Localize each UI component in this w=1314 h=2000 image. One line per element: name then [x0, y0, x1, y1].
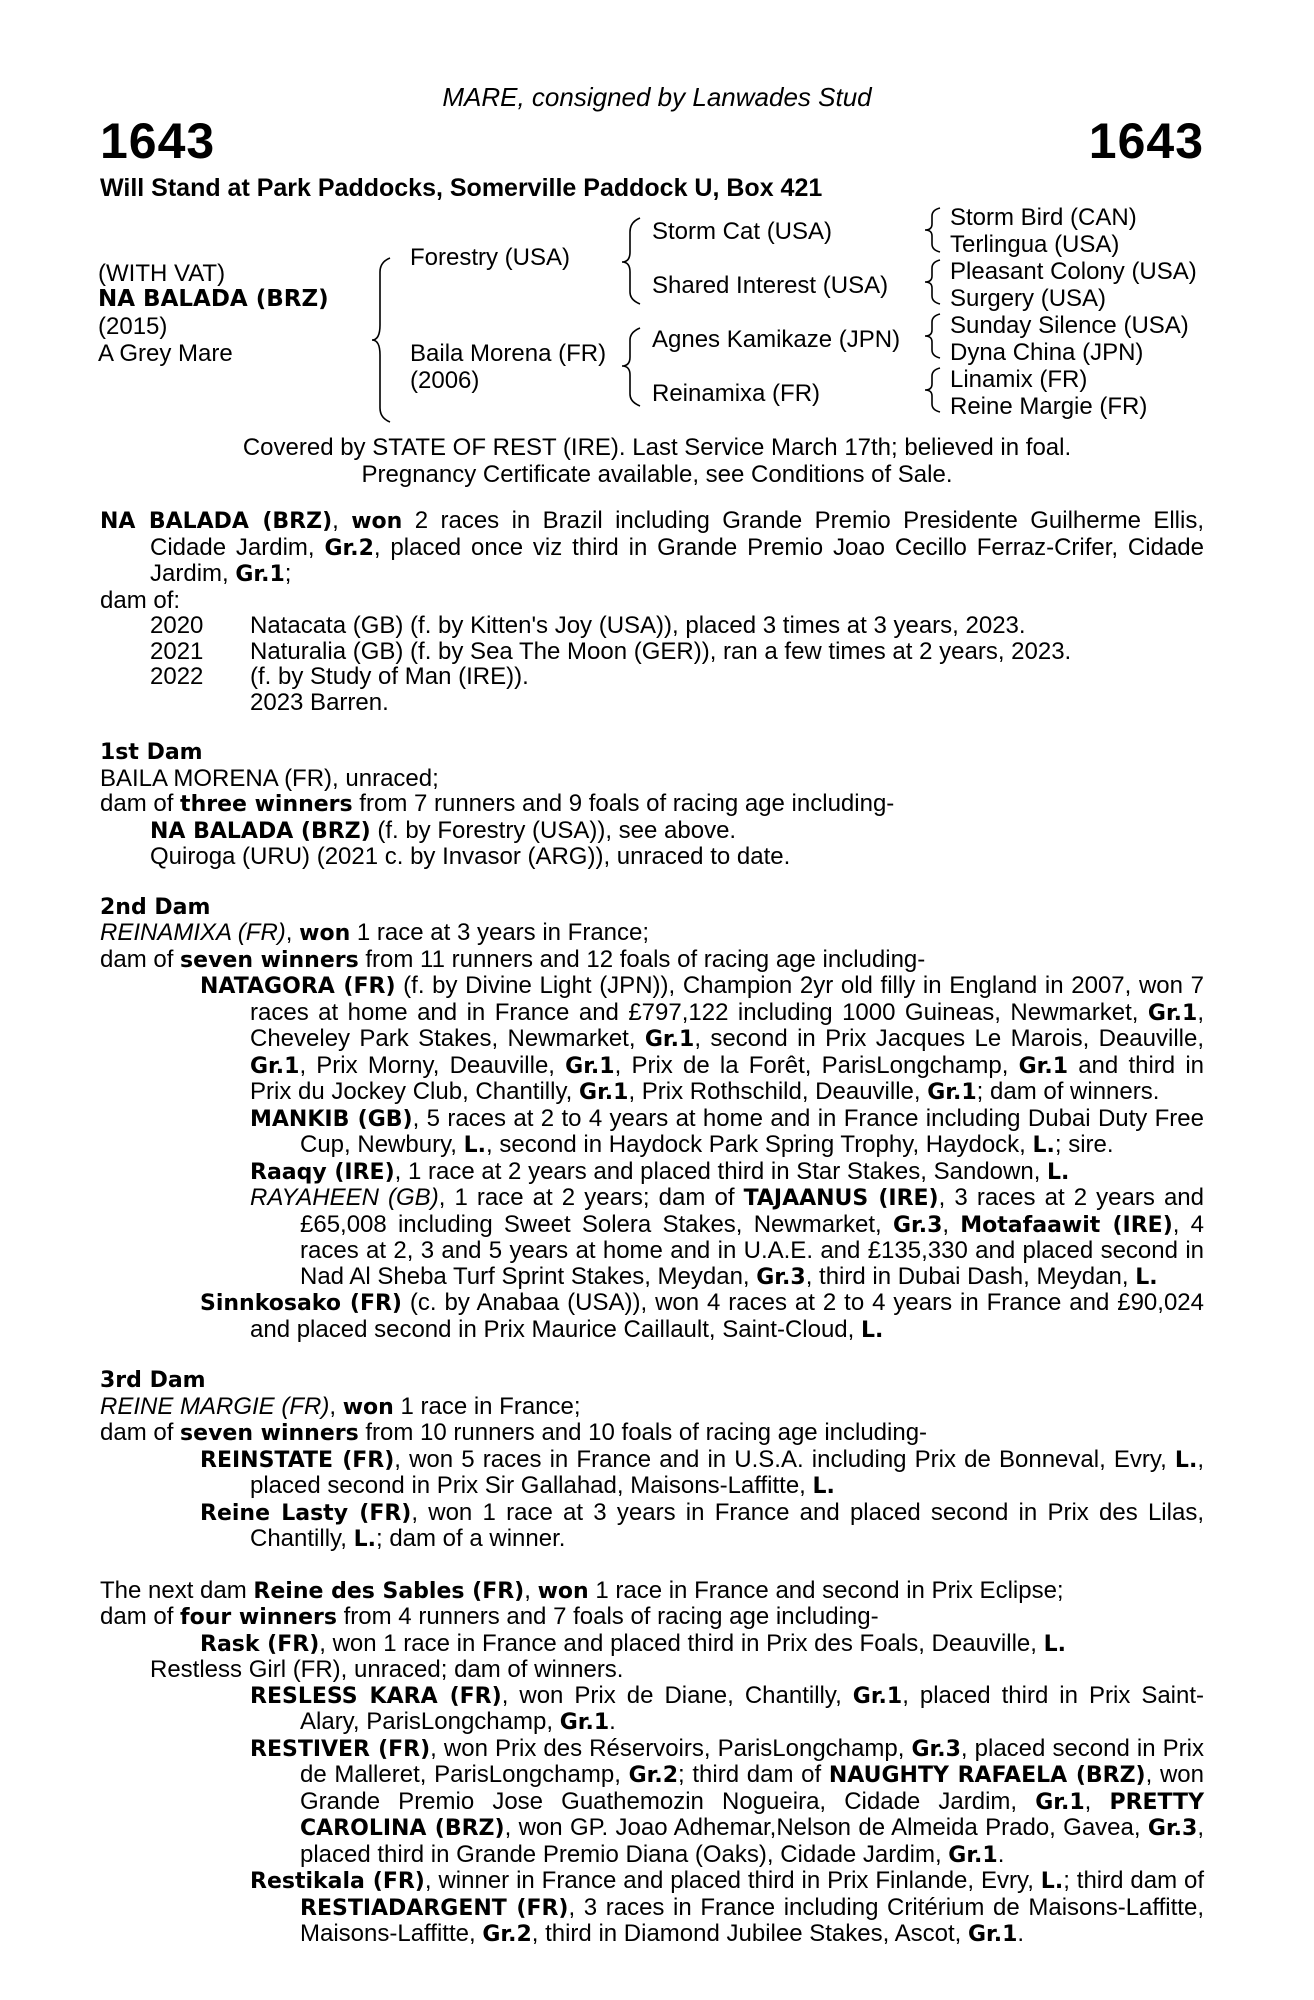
g3-8: Reine Margie (FR): [950, 393, 1148, 420]
dam: Baila Morena (FR): [410, 340, 607, 367]
covering-note: [0, 434, 1314, 488]
first-dam-heading: 1st Dam: [100, 740, 203, 765]
reine-lasty-entry: Reine Lasty (FR), won 1 race at 3 years in France and placed second in Prix des Lilas, Chantilly, L.; dam of a winner.: [200, 1498, 1204, 1552]
produce-2020: 2020 Natacata (GB) (f. by Kitten's Joy (USA)), placed 3 times at 3 years, 2023.: [150, 612, 1026, 639]
raaqy-entry: Raaqy (IRE), 1 race at 2 years and placed third in Star Stakes, Sandown, L.: [250, 1157, 1070, 1185]
mankib-entry: MANKIB (GB), 5 races at 2 to 4 years at home and in France including Dubai Duty Free Cup, Newbury, L., second in Haydock Park Spring Trophy, Haydock, L.; sire.: [250, 1104, 1204, 1158]
g3-6: Dyna China (JPN): [950, 339, 1144, 366]
sire: Forestry (USA): [410, 244, 571, 271]
restikala-entry: Restikala (FR), winner in France and placed third in Prix Finlande, Evry, L.; third dam of RESTIADARGENT (FR), 3 races in France including Critérium de Maisons-Laffitte, Maisons-Laffitte, Gr.2, third in Diamond Jubilee Stakes, Ascot, Gr.1.: [250, 1867, 1204, 1947]
restiver-entry: RESTIVER (FR), won Prix des Réservoirs, ParisLongchamp, Gr.3, placed second in Prix de Malleret, ParisLongchamp, Gr.2; third dam of NAUGHTY RAFAELA (BRZ), won Grande Premio Jose Guathemozin Nogueira, Cidade Jardim, Gr.1, PRETTY CAROLINA (BRZ), won GP. Joao Adhemar,Nelson de Almeida Prado, Gavea, Gr.3, placed third in Grande Premio Diana (Oaks), Cidade Jardim, Gr.1.: [250, 1734, 1204, 1868]
second-dam-name: REINAMIXA (FR), won 1 race at 3 years in France;: [100, 919, 650, 946]
catalogue-body: [100, 508, 1204, 1948]
horse-description: A Grey Mare: [98, 340, 233, 367]
g3-2: Terlingua (USA): [950, 231, 1120, 258]
vat-note: (WITH VAT): [98, 260, 226, 287]
horse-name: NA BALADA (BRZ): [98, 286, 329, 312]
g3-1: Storm Bird (CAN): [950, 204, 1137, 231]
first-dam-produce-2: Quiroga (URU) (2021 c. by Invasor (ARG)), unraced to date.: [150, 843, 791, 870]
covering-line-1: Covered by STATE OF REST (IRE). Last Service March 17th; believed in foal.: [242, 434, 1072, 461]
second-dam-heading: 2nd Dam: [100, 894, 211, 920]
natagora-entry: NATAGORA (FR) (f. by Divine Light (JPN)), Champion 2yr old filly in England in 2007, won 7 races at home and in France and £797,122 including 1000 Guineas, Newmarket, Gr.1, Cheveley Park Stakes, Newmarket, Gr.1, second in Prix Jacques Le Marois, Deauville, Gr.1, Prix Morny, Deauville, Gr.1, Prix de la Forêt, ParisLongchamp, Gr.1 and third in Prix du Jockey Club, Chantilly, Gr.1, Prix Rothschild, Deauville, Gr.1; dam of winners.: [200, 972, 1204, 1105]
next-dam-record: dam of four winners from 4 runners and 7 foals of racing age including-: [100, 1603, 879, 1630]
g3-3: Pleasant Colony (USA): [950, 258, 1197, 285]
lot-number-left: 1643: [100, 113, 216, 169]
reinstate-entry: REINSTATE (FR), won 5 races in France and in U.S.A. including Prix de Bonneval, Evry, L., placed second in Prix Sir Gallahad, Maisons-Laffitte, L.: [200, 1445, 1204, 1499]
pedigree-table: [0, 200, 1314, 430]
stabling-line: Will Stand at Park Paddocks, Somerville Paddock U, Box 421: [100, 174, 823, 202]
horse-year: (2015): [98, 313, 168, 340]
dam-dam: Reinamixa (FR): [652, 380, 821, 407]
produce-2021: 2021 Naturalia (GB) (f. by Sea The Moon (GER)), ran a few times at 2 years, 2023.: [150, 637, 1072, 665]
g3-4: Surgery (USA): [950, 285, 1107, 312]
sire-dam: Shared Interest (USA): [652, 272, 889, 299]
sire-sire: Storm Cat (USA): [652, 218, 833, 245]
produce-2023: 2023 Barren.: [250, 688, 389, 716]
first-dam-produce-1: NA BALADA (BRZ) (f. by Forestry (USA)), see above.: [150, 816, 737, 844]
dam-sire: Agnes Kamikaze (JPN): [652, 326, 901, 353]
produce-2022: 2022 (f. by Study of Man (IRE)).: [150, 663, 529, 690]
third-dam-name: REINE MARGIE (FR), won 1 race in France;: [100, 1392, 581, 1420]
covering-line-2: Pregnancy Certificate available, see Conditions of Sale.: [361, 461, 953, 488]
resless-kara-entry: RESLESS KARA (FR), won Prix de Diane, Chantilly, Gr.1, placed third in Prix Saint-Alary, ParisLongchamp, Gr.1.: [250, 1681, 1205, 1735]
next-dam-name: The next dam Reine des Sables (FR), won 1 race in France and second in Prix Eclipse;: [100, 1576, 1064, 1604]
sinnkosako-entry: Sinnkosako (FR) (c. by Anabaa (USA)), won 4 races at 2 to 4 years in France and £90,024 and placed second in Prix Maurice Caillault, Saint-Cloud, L.: [200, 1289, 1204, 1343]
third-dam-heading: 3rd Dam: [100, 1368, 206, 1393]
dam-year: (2006): [410, 367, 480, 394]
rayaheen-entry: RAYAHEEN (GB), 1 race at 2 years; dam of TAJAANUS (IRE), 3 races at 2 years and £65,008 including Sweet Solera Stakes, Newmarket, Gr.3, Motafaawit (IRE), 4 races at 2, 3 and 5 years at home and in U.A.E. and £135,330 and placed second in Nad Al Sheba Turf Sprint Stakes, Meydan, Gr.3, third in Dubai Dash, Meydan, L.: [250, 1184, 1205, 1290]
g3-5: Sunday Silence (USA): [950, 312, 1189, 339]
third-dam-record: dam of seven winners from 10 runners and 10 foals of racing age including-: [100, 1419, 928, 1446]
g3-7: Linamix (FR): [950, 366, 1088, 393]
consignor-line: MARE, consigned by Lanwades Stud: [442, 82, 872, 112]
second-dam-record: dam of seven winners from 11 runners and 12 foals of racing age including-: [100, 945, 926, 973]
horse-summary: NA BALADA (BRZ), won 2 races in Brazil including Grande Premio Presidente Guilherme Ellis, Cidade Jardim, Gr.2, placed once viz third in Grande Premio Joao Cecillo Ferraz-Crifer, Cidade Jardim, Gr.1;: [100, 507, 1205, 587]
rask-entry: Rask (FR), won 1 race in France and placed third in Prix des Foals, Deauville, L.: [200, 1629, 1066, 1657]
first-dam-record: dam of three winners from 7 runners and 9 foals of racing age including-: [100, 790, 895, 817]
first-dam-name: BAILA MORENA (FR), unraced;: [100, 764, 439, 792]
restless-girl-entry: Restless Girl (FR), unraced; dam of winners.: [150, 1656, 624, 1683]
dam-of-label: dam of:: [100, 586, 181, 614]
lot-number-right: 1643: [1088, 113, 1204, 169]
